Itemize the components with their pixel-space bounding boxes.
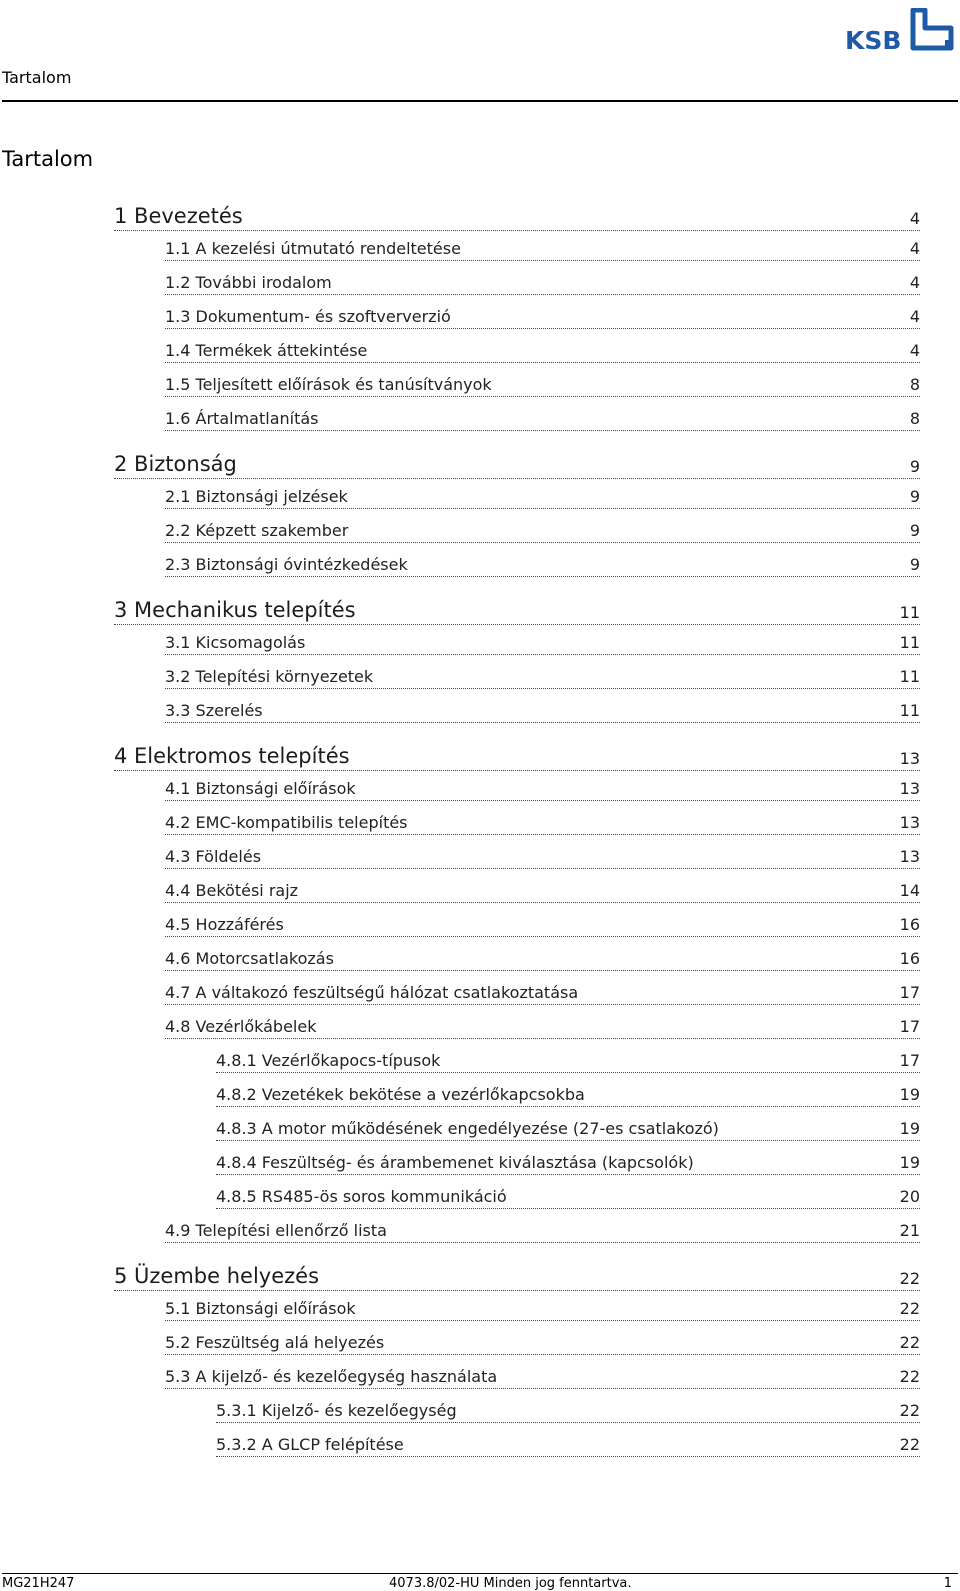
- toc-entry-level-2[interactable]: [165, 632, 920, 655]
- toc-entry-label: 4.8.5 RS485-ös soros kommunikáció: [216, 1187, 507, 1206]
- toc-entry-level-2[interactable]: [165, 1016, 920, 1039]
- toc-entry-page: 16: [899, 915, 920, 934]
- toc-entry-label: 4.7 A váltakozó feszültségű hálózat csatlakoztatása: [165, 983, 579, 1002]
- toc-entry-page: 8: [909, 375, 920, 394]
- toc-entry-page: 4: [909, 341, 920, 360]
- toc-entry-page: 4: [909, 209, 920, 228]
- toc-entry-level-2[interactable]: [165, 374, 920, 397]
- toc-entry-label: 4.6 Motorcsatlakozás: [165, 949, 334, 968]
- toc-entry-label: 4 Elektromos telepítés: [114, 744, 350, 768]
- toc-entry-label: 2.1 Biztonsági jelzések: [165, 487, 348, 506]
- toc-entry-page: 22: [899, 1269, 920, 1288]
- toc-entry-level-2[interactable]: [165, 520, 920, 543]
- footer-doc-id: MG21H247: [2, 1576, 75, 1591]
- toc-entry-page: 4: [909, 307, 920, 326]
- toc-entry-level-3[interactable]: [216, 1400, 920, 1423]
- toc-entry-page: 11: [899, 633, 920, 652]
- toc-entry-level-3[interactable]: [216, 1434, 920, 1457]
- toc-entry-page: 9: [909, 457, 920, 476]
- toc-entry-label: 1.1 A kezelési útmutató rendeltetése: [165, 239, 461, 258]
- toc-entry-label: 4.2 EMC-kompatibilis telepítés: [165, 813, 408, 832]
- toc-entry-level-2[interactable]: [165, 486, 920, 509]
- toc-entry-label: 4.4 Bekötési rajz: [165, 881, 299, 900]
- toc-entry-label: 5.2 Feszültség alá helyezés: [165, 1333, 385, 1352]
- toc-entry-level-2[interactable]: [165, 812, 920, 835]
- toc-entry-label: 5.3.1 Kijelző- és kezelőegység: [216, 1401, 457, 1420]
- toc-entry-label: 5.3 A kijelző- és kezelőegység használata: [165, 1367, 498, 1386]
- toc-entry-page: 11: [899, 701, 920, 720]
- toc-entry-label: 1.2 További irodalom: [165, 273, 332, 292]
- toc-entry-level-2[interactable]: [165, 914, 920, 937]
- toc-entry-level-2[interactable]: [165, 948, 920, 971]
- toc-entry-label: 1.6 Ártalmatlanítás: [165, 409, 319, 428]
- toc-entry-level-2[interactable]: [165, 666, 920, 689]
- toc-entry-level-3[interactable]: [216, 1118, 920, 1141]
- footer-rule: [2, 1573, 958, 1574]
- toc-entry-page: 9: [909, 555, 920, 574]
- toc-entry-label: 5.1 Biztonsági előírások: [165, 1299, 356, 1318]
- toc-entry-page: 22: [899, 1435, 920, 1454]
- toc-entry-level-2[interactable]: [165, 1298, 920, 1321]
- toc-entry-label: 1 Bevezetés: [114, 204, 243, 228]
- toc-entry-page: 13: [899, 847, 920, 866]
- toc-entry-level-2[interactable]: [165, 340, 920, 363]
- toc-entry-label: 3.1 Kicsomagolás: [165, 633, 306, 652]
- toc-entry-level-2[interactable]: [165, 982, 920, 1005]
- toc-entry-label: 4.8 Vezérlőkábelek: [165, 1017, 317, 1036]
- toc-entry-page: 20: [899, 1187, 920, 1206]
- toc-entry-page: 13: [899, 779, 920, 798]
- toc-entry-label: 5.3.2 A GLCP felépítése: [216, 1435, 404, 1454]
- toc-entry-page: 11: [899, 603, 920, 622]
- toc-entry-label: 1.3 Dokumentum- és szoftververzió: [165, 307, 451, 326]
- toc-entry-level-2[interactable]: [165, 306, 920, 329]
- footer-page-number: 1: [943, 1576, 952, 1591]
- toc-entry-label: 4.3 Földelés: [165, 847, 262, 866]
- footer-copyright: 4073.8/02-HU Minden jog fenntartva.: [389, 1576, 632, 1591]
- toc-entry-page: 19: [899, 1119, 920, 1138]
- toc-entry-level-2[interactable]: [165, 700, 920, 723]
- toc-entry-page: 22: [899, 1299, 920, 1318]
- toc-entry-label: 3.2 Telepítési környezetek: [165, 667, 374, 686]
- toc-entry-level-3[interactable]: [216, 1050, 920, 1073]
- toc-entry-label: 2 Biztonság: [114, 452, 237, 476]
- toc-entry-page: 4: [909, 273, 920, 292]
- toc-entry-label: 2.2 Képzett szakember: [165, 521, 349, 540]
- toc-entry-label: 4.8.1 Vezérlőkapocs-típusok: [216, 1051, 441, 1070]
- toc-entry-level-2[interactable]: [165, 408, 920, 431]
- toc-entry-level-3[interactable]: [216, 1186, 920, 1209]
- toc-entry-level-2[interactable]: [165, 778, 920, 801]
- toc-entry-label: 1.5 Teljesített előírások és tanúsítványok: [165, 375, 492, 394]
- toc-entry-level-2[interactable]: [165, 554, 920, 577]
- toc-entry-page: 9: [909, 521, 920, 540]
- toc-entry-level-2[interactable]: [165, 1220, 920, 1243]
- toc-entry-level-1[interactable]: [114, 204, 920, 231]
- toc-entry-level-3[interactable]: [216, 1084, 920, 1107]
- toc-entry-level-3[interactable]: [216, 1152, 920, 1175]
- toc-entry-level-1[interactable]: [114, 452, 920, 479]
- toc-entry-page: 16: [899, 949, 920, 968]
- toc-entry-page: 21: [899, 1221, 920, 1240]
- toc-entry-page: 13: [899, 749, 920, 768]
- toc-entry-page: 8: [909, 409, 920, 428]
- toc-entry-page: 17: [899, 1017, 920, 1036]
- toc-entry-page: 17: [899, 983, 920, 1002]
- toc-entry-page: 19: [899, 1153, 920, 1172]
- toc-entry-page: 13: [899, 813, 920, 832]
- toc-entry-page: 4: [909, 239, 920, 258]
- toc-entry-page: 14: [899, 881, 920, 900]
- toc-entry-level-2[interactable]: [165, 238, 920, 261]
- toc-entry-level-2[interactable]: [165, 880, 920, 903]
- toc-entry-level-2[interactable]: [165, 272, 920, 295]
- toc-entry-label: 2.3 Biztonsági óvintézkedések: [165, 555, 408, 574]
- page-title: Tartalom: [2, 147, 94, 171]
- toc-entry-page: 22: [899, 1401, 920, 1420]
- toc-entry-label: 4.9 Telepítési ellenőrző lista: [165, 1221, 387, 1240]
- logo-text: KSB: [845, 26, 902, 55]
- toc-entry-page: 17: [899, 1051, 920, 1070]
- toc-entry-level-1[interactable]: [114, 1264, 920, 1291]
- toc-entry-page: 22: [899, 1367, 920, 1386]
- toc-entry-label: 4.8.2 Vezetékek bekötése a vezérlőkapcsokba: [216, 1085, 585, 1104]
- toc-entry-level-2[interactable]: [165, 846, 920, 869]
- toc-entry-label: 3 Mechanikus telepítés: [114, 598, 356, 622]
- toc-entry-label: 4.8.4 Feszültség- és árambemenet kiválasztása (kapcsolók): [216, 1153, 694, 1172]
- toc-entry-label: 5 Üzembe helyezés: [114, 1264, 320, 1288]
- toc-entry-level-2[interactable]: [165, 1366, 920, 1389]
- toc-entry-page: 19: [899, 1085, 920, 1104]
- toc-entry-label: 1.4 Termékek áttekintése: [165, 341, 368, 360]
- toc-entry-label: 4.8.3 A motor működésének engedélyezése (27-es csatlakozó): [216, 1119, 719, 1138]
- toc-entry-level-1[interactable]: [114, 598, 920, 625]
- toc-entry-level-1[interactable]: [114, 744, 920, 771]
- toc-entry-page: 11: [899, 667, 920, 686]
- toc-entry-level-2[interactable]: [165, 1332, 920, 1355]
- toc-entry-label: 4.1 Biztonsági előírások: [165, 779, 356, 798]
- toc-entry-label: 4.5 Hozzáférés: [165, 915, 284, 934]
- toc-entry-label: 3.3 Szerelés: [165, 701, 263, 720]
- header-section-title: Tartalom: [2, 68, 72, 87]
- toc-entry-page: 9: [909, 487, 920, 506]
- toc-entry-page: 22: [899, 1333, 920, 1352]
